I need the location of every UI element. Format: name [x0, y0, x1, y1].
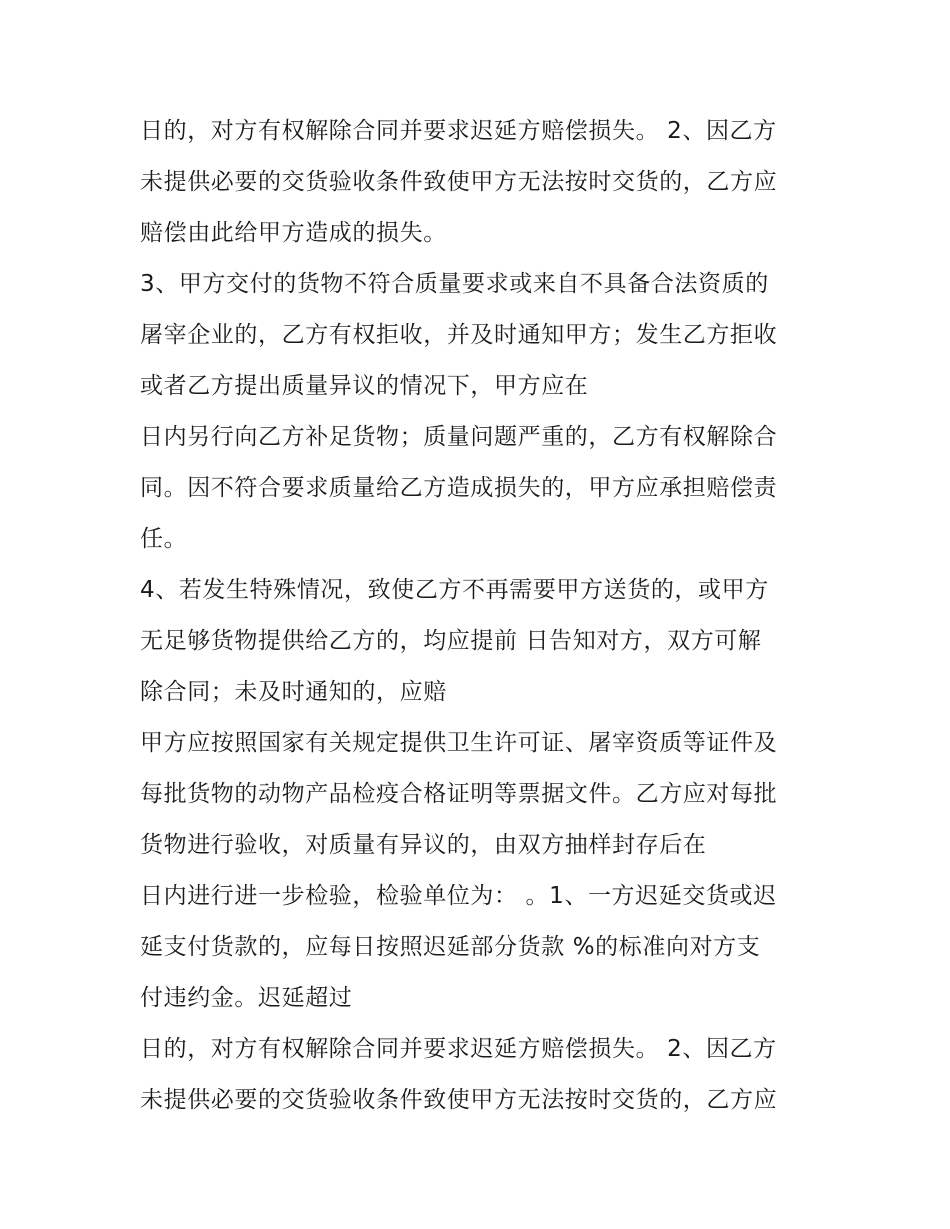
text-line: 每批货物的动物产品检疫合格证明等票据文件。乙方应对每批: [140, 781, 778, 807]
text-line: 日的，对方有权解除合同并要求迟延方赔偿损失。 2、因乙方: [140, 1036, 777, 1062]
text-line: 延支付货款的，应每日按照迟延部分货款 %的标准向对方支: [140, 934, 761, 960]
text-line: 赔偿由此给甲方造成的损失。: [140, 220, 447, 246]
text-line: 日的，对方有权解除合同并要求迟延方赔偿损失。 2、因乙方: [140, 118, 777, 144]
text-line: 付违约金。迟延超过: [140, 985, 353, 1011]
text-line: 未提供必要的交货验收条件致使甲方无法按时交货的，乙方应: [140, 169, 778, 195]
text-line: 货物进行验收，对质量有异议的，由双方抽样封存后在: [140, 832, 707, 858]
text-line: 4、若发生特殊情况，致使乙方不再需要甲方送货的，或甲方: [140, 577, 769, 603]
text-line: 日内另行向乙方补足货物；质量问题严重的，乙方有权解除合: [140, 424, 778, 450]
text-line: 3、甲方交付的货物不符合质量要求或来自不具备合法资质的: [140, 271, 769, 297]
text-line: 未提供必要的交货验收条件致使甲方无法按时交货的，乙方应: [140, 1087, 778, 1113]
text-line: 甲方应按照国家有关规定提供卫生许可证、屠宰资质等证件及: [140, 730, 778, 756]
text-line: 同。因不符合要求质量给乙方造成损失的，甲方应承担赔偿责: [140, 475, 778, 501]
text-line: 除合同；未及时通知的，应赔: [140, 679, 447, 705]
document-body: [140, 106, 820, 1126]
text-line: 或者乙方提出质量异议的情况下，甲方应在: [140, 373, 589, 399]
text-line: 日内进行进一步检验，检验单位为： 。1、一方迟延交货或迟: [140, 883, 777, 909]
text-line: 任。: [140, 526, 188, 552]
text-line: 屠宰企业的，乙方有权拒收，并及时通知甲方；发生乙方拒收: [140, 322, 778, 348]
text-line: 无足够货物提供给乙方的，均应提前 日告知对方，双方可解: [140, 628, 762, 654]
